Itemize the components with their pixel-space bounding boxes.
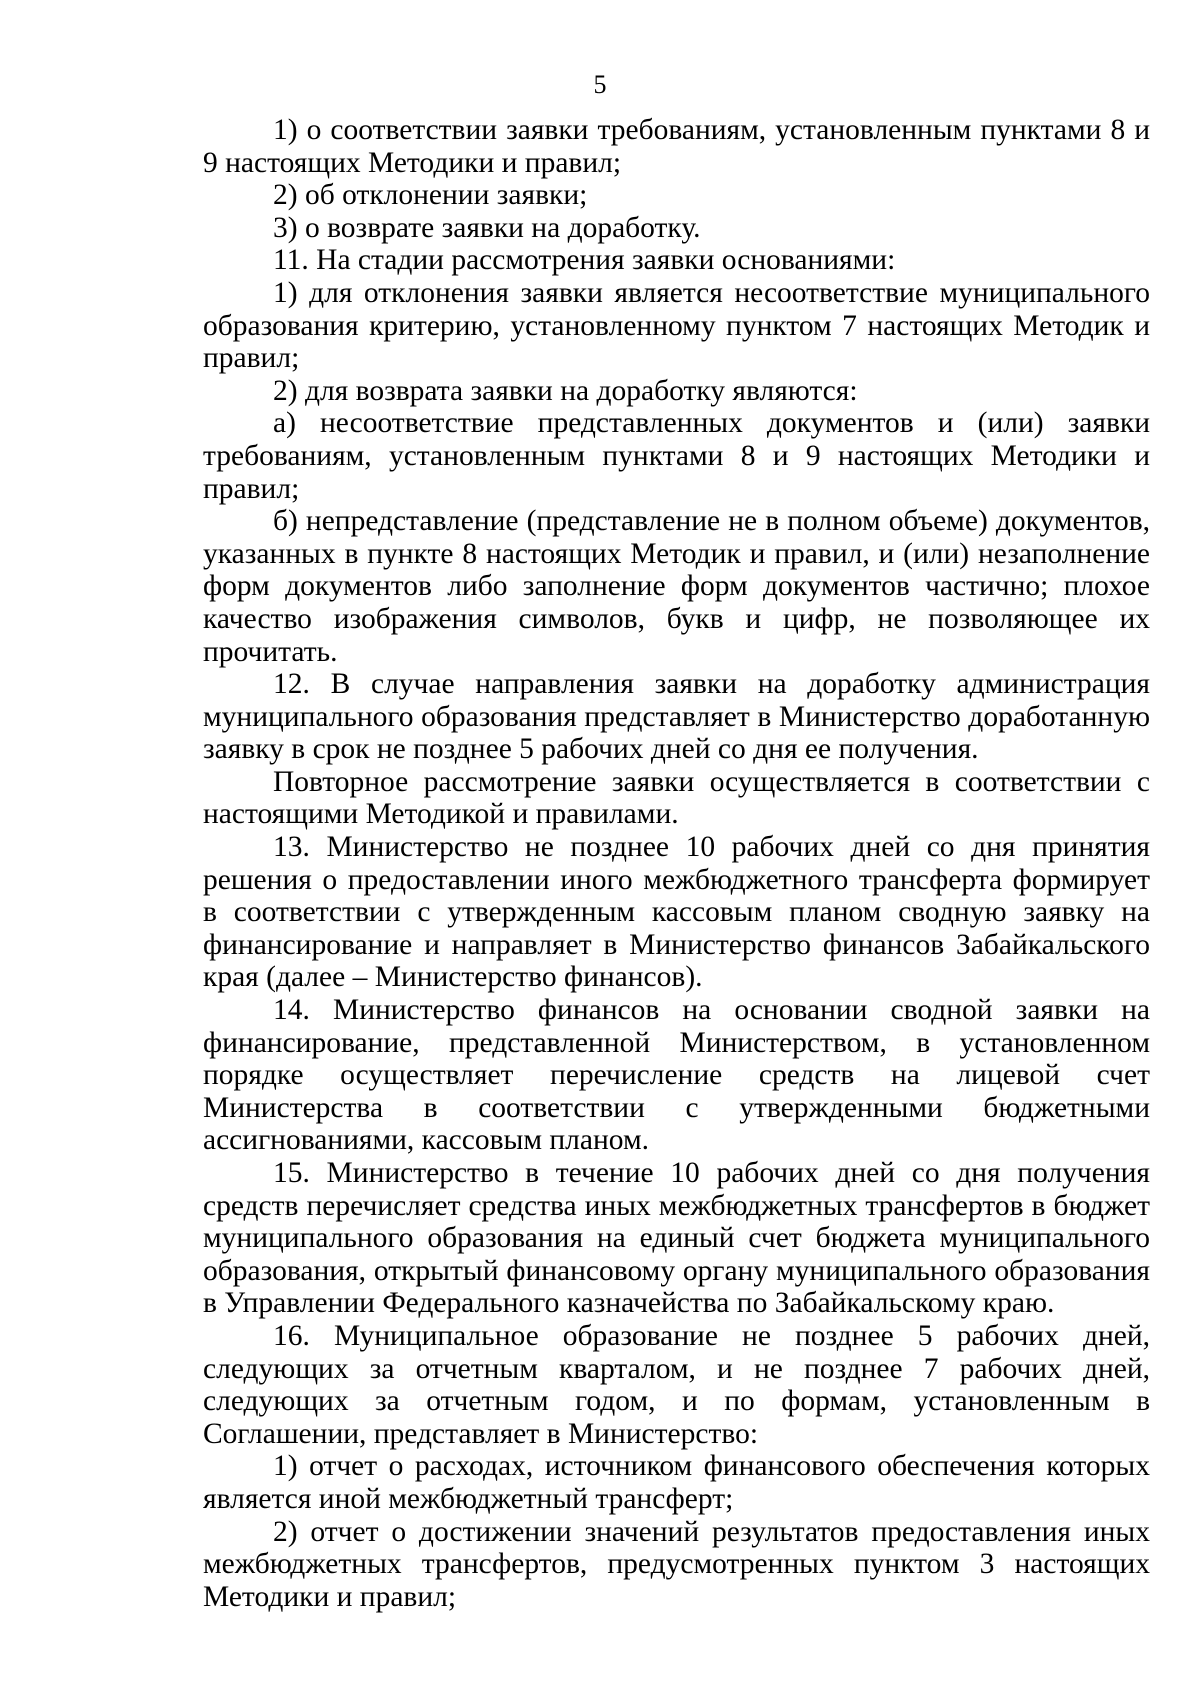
- paragraph-clause-14: 14. Министерство финансов на основании сводной заявки на финансирование, представленной Министерством, в установленном порядке осуществляет перечисление средств на лицевой счет Министерства в соответствии с утвержденными бюджетными ассигнованиями, кассовым планом.: [203, 994, 1150, 1157]
- paragraph-clause-11: 11. На стадии рассмотрения заявки основаниями:: [273, 244, 896, 277]
- list-item-decision-compliance: 1) о соответствии заявки требованиям, установленным пунктами 8 и 9 настоящих Методики и правил;: [203, 114, 1150, 179]
- list-item-decision-rejection: 2) об отклонении заявки;: [273, 179, 588, 212]
- page-number: 5: [593, 70, 607, 99]
- paragraph-clause-15: 15. Министерство в течение 10 рабочих дней со дня получения средств перечисляет средства иных межбюджетных трансфертов в бюджет муниципального образования на единый счет бюджета муниципального образования, открытый финансовому органу муниципального образования в Управлении Федерального казначейства по Забайкальскому краю.: [203, 1157, 1150, 1320]
- list-item-return-ground-a: а) несоответствие представленных документов и (или) заявки требованиям, установленным пунктами 8 и 9 настоящих Методики и правил;: [203, 407, 1150, 505]
- list-item-rejection-grounds: 1) для отклонения заявки является несоответствие муниципального образования критерию, установленному пунктом 7 настоящих Методик и правил;: [203, 276, 1150, 375]
- paragraph-clause-16: 16. Муниципальное образование не позднее 5 рабочих дней, следующих за отчетным кварталом, и не позднее 7 рабочих дней, следующих за отчетным годом, и по формам, установленным в Соглашении, представляет в Министерство:: [203, 1319, 1150, 1450]
- list-item-results-report: 2) отчет о достижении значений результатов предоставления иных межбюджетных трансфертов, предусмотренных пунктом 3 настоящих Методики и правил;: [203, 1515, 1150, 1613]
- list-item-return-grounds: 2) для возврата заявки на доработку являются:: [273, 374, 858, 407]
- paragraph-clause-13: 13. Министерство не позднее 10 рабочих дней со дня принятия решения о предоставлении иного межбюджетного трансферта формирует в соответствии с утвержденным кассовым планом сводную заявку на финансирование и направляет в Министерство финансов Забайкальского края (далее – Министерство финансов).: [203, 831, 1150, 994]
- list-item-decision-return: 3) о возврате заявки на доработку.: [273, 211, 701, 244]
- list-item-return-ground-b: б) непредставление (представление не в полном объеме) документов, указанных в пункте 8 настоящих Методик и правил, и (или) незаполнение форм документов либо заполнение форм документов частично; плохое качество изображения символов, букв и цифр, не позволяющее их прочитать.: [203, 505, 1150, 668]
- paragraph-clause-12: 12. В случае направления заявки на доработку администрация муниципального образования представляет в Министерство доработанную заявку в срок не позднее 5 рабочих дней со дня ее получения.: [203, 668, 1150, 766]
- document-body: [203, 114, 1150, 1613]
- list-item-expense-report: 1) отчет о расходах, источником финансового обеспечения которых является иной межбюджетный трансферт;: [203, 1450, 1150, 1515]
- paragraph-repeat-review: Повторное рассмотрение заявки осуществляется в соответствии с настоящими Методикой и правилами.: [203, 765, 1150, 831]
